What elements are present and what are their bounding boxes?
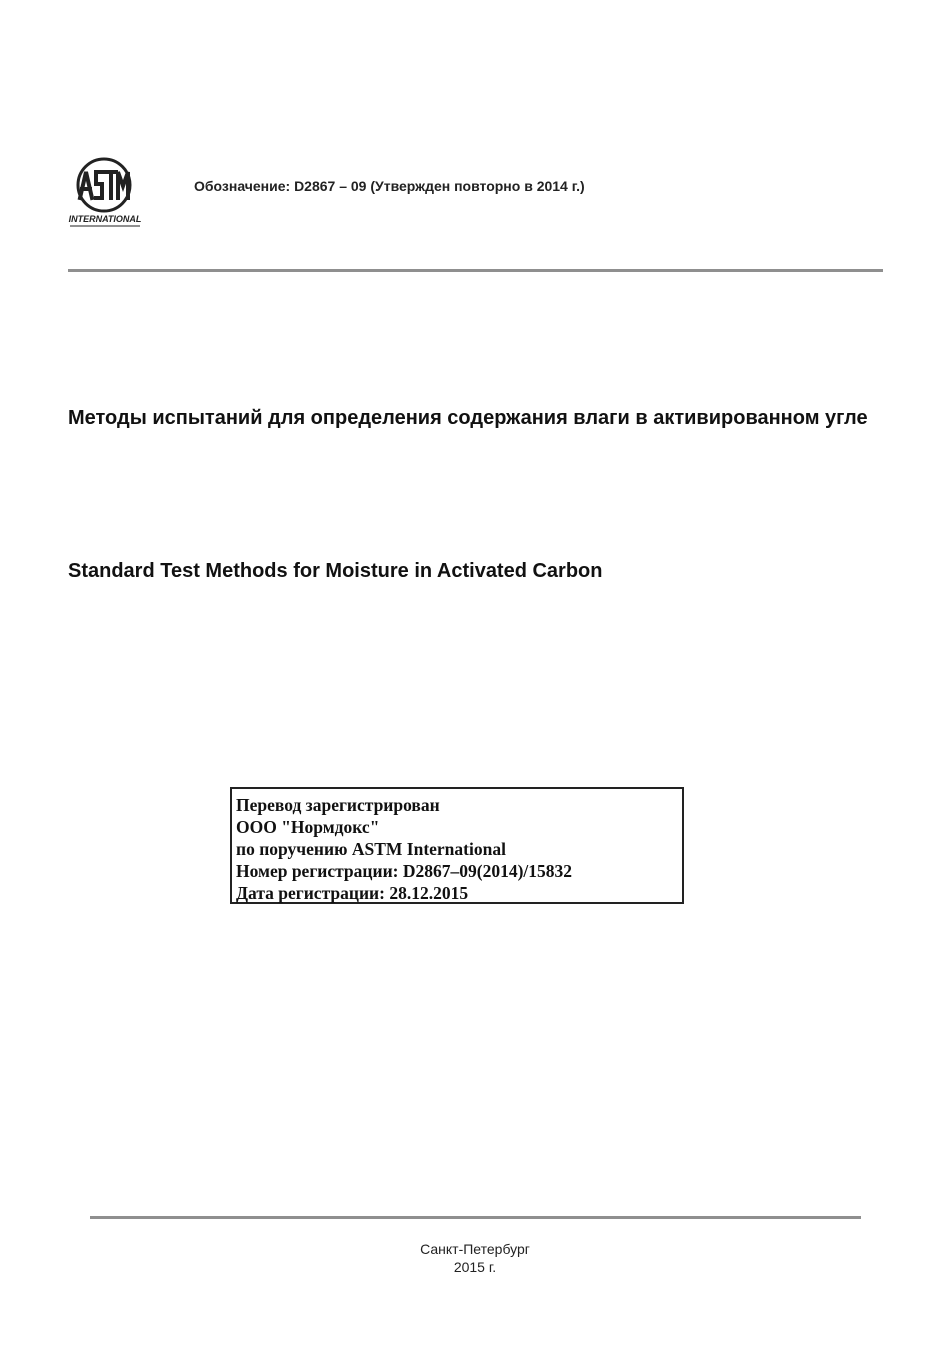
astm-international-logo-icon	[66, 156, 144, 228]
footer-divider	[90, 1216, 861, 1219]
registration-line: по поручению ASTM International	[236, 839, 506, 859]
registration-line: Перевод зарегистрирован	[236, 795, 440, 815]
registration-box	[230, 787, 684, 904]
registration-number: Номер регистрации: D2867–09(2014)/15832	[236, 861, 573, 881]
header-divider	[68, 269, 883, 272]
footer-year: 2015 г.	[453, 1259, 497, 1275]
title-russian: Методы испытаний для определения содержания влаги в активированном угле	[68, 407, 868, 429]
logo-wordmark: INTERNATIONAL	[68, 214, 142, 224]
footer-city: Санкт-Петербург	[420, 1241, 530, 1257]
registration-line: ООО "Нормдокс"	[236, 817, 380, 837]
title-english: Standard Test Methods for Moisture in Activated Carbon	[68, 560, 603, 582]
registration-date: Дата регистрации: 28.12.2015	[236, 883, 469, 903]
footer	[0, 1240, 950, 1276]
document-designation: Обозначение: D2867 – 09 (Утвержден повторно в 2014 г.)	[194, 178, 585, 194]
